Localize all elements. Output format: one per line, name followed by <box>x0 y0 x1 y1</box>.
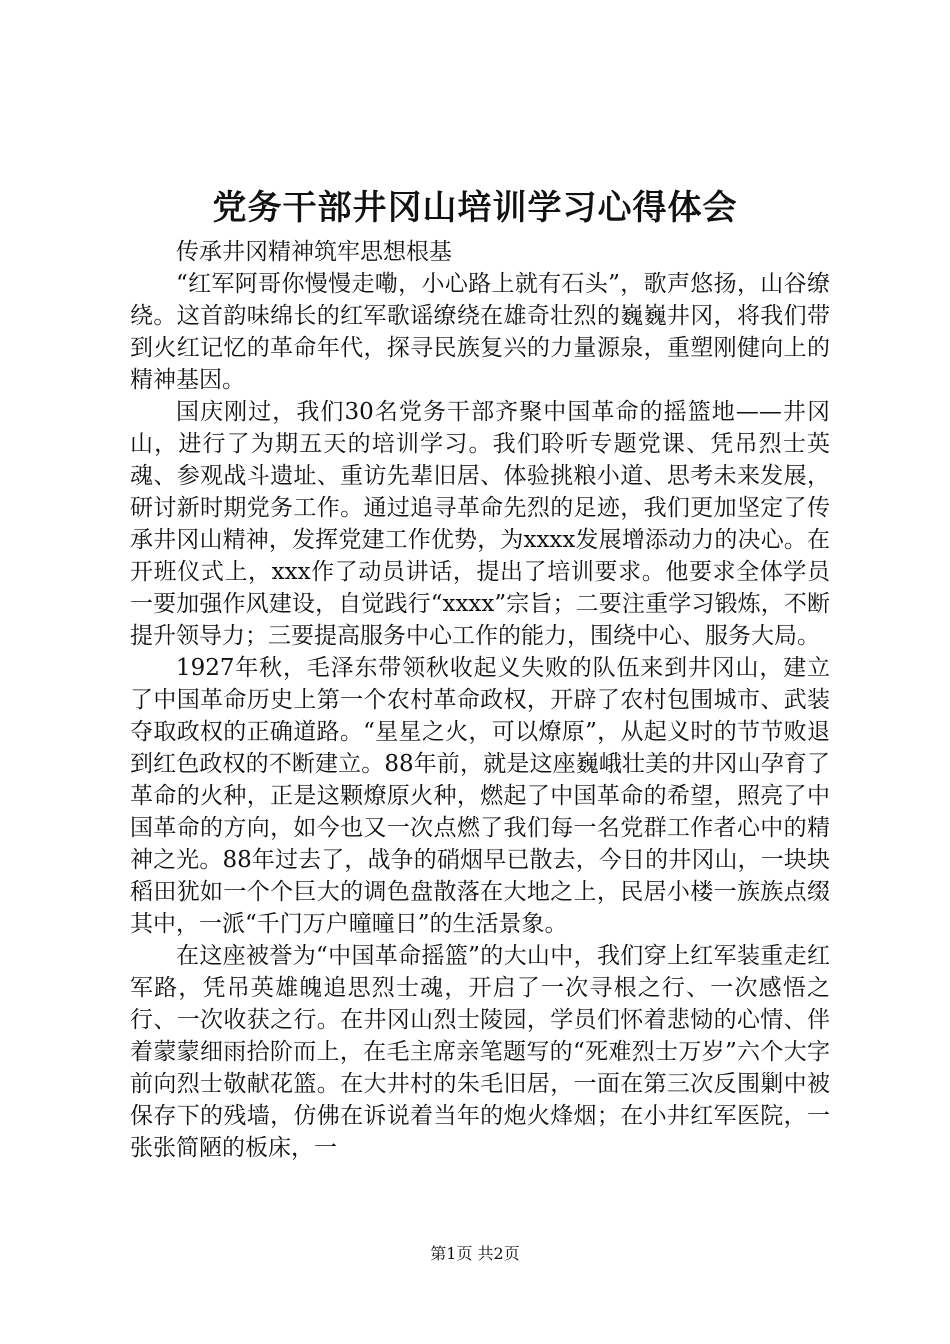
paragraph-4: 在这座被誉为“中国革命摇篮”的大山中，我们穿上红军装重走红军路，凭吊英雄魄追思烈士魂，开启了一次寻根之行、一次感悟之行、一次收获之行。在井冈山烈士陵园，学员们怀着悲恸的心情、伴着蒙蒙细雨拾阶而上，在毛主席亲笔题写的“死难烈士万岁”六个大字前向烈士敬献花篮。在大井村的朱毛旧居，一面在第三次反围剿中被保存下的残墙，仿佛在诉说着当年的炮火烽烟；在小井红军医院，一张张简陋的板床，一 <box>130 943 830 1161</box>
page-footer: 第1页 共2页 <box>430 1244 520 1263</box>
paragraph-2: 国庆刚过，我们30名党务干部齐聚中国革命的摇篮地——井冈山，进行了为期五天的培训学习。我们聆听专题党课、凭吊烈士英魂、参观战斗遗址、重访先辈旧居、体验挑粮小道、思考未来发展，研讨新时期党务工作。通过追寻革命先烈的足迹，我们更加坚定了传承井冈山精神，发挥党建工作优势，为xxxx发展增添动力的决心。在开班仪式上，xxx作了动员讲话，提出了培训要求。他要求全体学员一要加强作风建设，自觉践行“xxxx”宗旨；二要注重学习锻炼，不断提升领导力；三要提高服务中心工作的能力，围绕中心、服务大局。 <box>130 399 830 649</box>
document-title: 党务干部井冈山培训学习心得体会 <box>212 188 738 228</box>
paragraph-1: “红军阿哥你慢慢走嘞，小心路上就有石头”，歌声悠扬，山谷缭绕。这首韵味绵长的红军歌谣缭绕在雄奇壮烈的巍巍井冈，将我们带到火红记忆的革命年代，探寻民族复兴的力量源泉，重塑刚健向上的精神基因。 <box>130 271 830 393</box>
document-body <box>130 236 830 1164</box>
document-subtitle: 传承井冈精神筑牢思想根基 <box>176 239 452 265</box>
paragraph-3: 1927年秋，毛泽东带领秋收起义失败的队伍来到井冈山，建立了中国革命历史上第一个农村革命政权，开辟了农村包围城市、武装夺取政权的正确道路。“星星之火，可以燎原”，从起义时的节节败退到红色政权的不断建立。88年前，就是这座巍峨壮美的井冈山孕育了革命的火种，正是这颗燎原火种，燃起了中国革命的希望，照亮了中国革命的方向，如今也又一次点燃了我们每一名党群工作者心中的精神之光。88年过去了，战争的硝烟早已散去，今日的井冈山，一块块稻田犹如一个个巨大的调色盘散落在大地之上，民居小楼一族族点缀其中，一派“千门万户曈曈日”的生活景象。 <box>130 655 830 937</box>
